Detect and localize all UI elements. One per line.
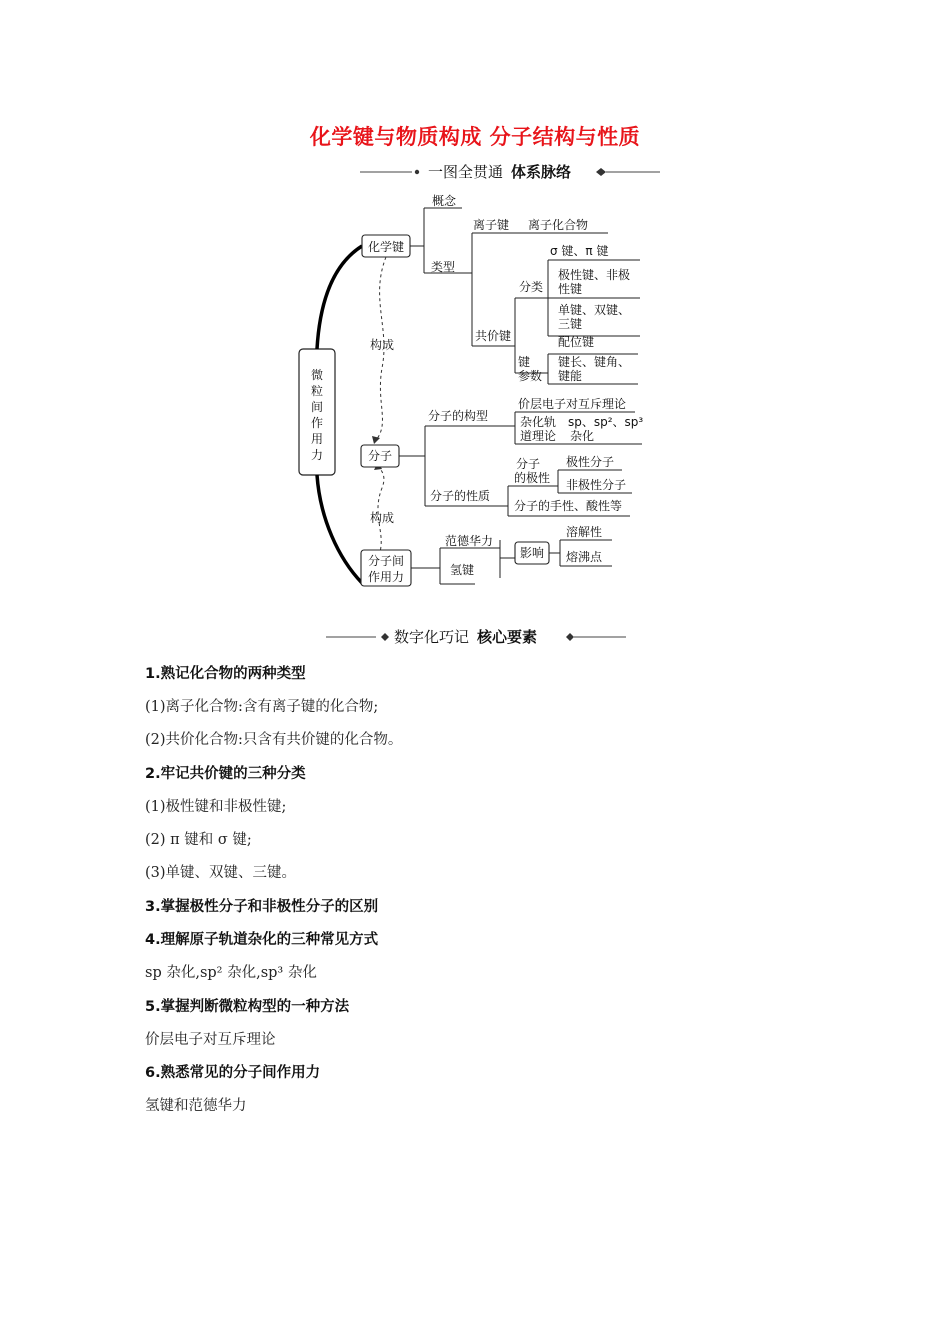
classify-label: 分类 xyxy=(519,280,544,294)
svg-text:粒: 粒 xyxy=(310,384,324,398)
svg-text:用: 用 xyxy=(310,432,324,446)
concept-map xyxy=(290,188,650,593)
mol-structure-label: 分子的构型 xyxy=(428,409,489,423)
concept-label: 概念 xyxy=(432,194,457,208)
svg-text:作: 作 xyxy=(310,416,324,430)
svg-text:键能: 键能 xyxy=(558,369,583,383)
svg-text:性键: 性键 xyxy=(558,282,583,296)
point-text: 氢键和范德华力 xyxy=(145,1098,247,1114)
svg-text:分子间: 分子间 xyxy=(367,554,405,568)
svg-text:sp、sp²、sp³: sp、sp²、sp³ xyxy=(568,415,644,429)
point-text: sp 杂化,sp² 杂化,sp³ 杂化 xyxy=(145,965,317,981)
svg-text:键长、键角、: 键长、键角、 xyxy=(558,355,631,369)
point-heading: 6.熟悉常见的分子间作用力 xyxy=(145,1065,321,1081)
molecule-label: 分子 xyxy=(367,449,393,463)
melting-label: 熔沸点 xyxy=(566,550,603,564)
point-text: 价层电子对互斥理论 xyxy=(145,1032,276,1048)
types-label: 类型 xyxy=(431,260,456,274)
svg-text:极性键、非极: 极性键、非极 xyxy=(558,268,631,282)
point-heading: 2.牢记共价键的三种分类 xyxy=(145,766,306,782)
nonpolar-molecule-label: 非极性分子 xyxy=(566,478,627,492)
point-text: (2)共价化合物:只含有共价键的化合物。 xyxy=(145,732,403,748)
point-heading: 5.掌握判断微粒构型的一种方法 xyxy=(145,999,350,1015)
point-text: (2) π 键和 σ 键; xyxy=(145,832,252,848)
page-title: 化学键与物质构成 分子结构与性质 xyxy=(309,125,641,149)
point-text: (1)离子化合物:含有离子键的化合物; xyxy=(145,699,379,715)
covalent-bond-label: 共价键 xyxy=(475,329,512,343)
influence-label: 影响 xyxy=(519,546,545,560)
svg-text:力: 力 xyxy=(310,448,324,462)
section-header-1: 一图全贯通 体系脉络 xyxy=(428,163,572,181)
solubility-label: 溶解性 xyxy=(566,525,603,539)
chirality-label: 分子的手性、酸性等 xyxy=(514,499,623,513)
svg-text:间: 间 xyxy=(310,400,324,414)
point-heading: 1.熟记化合物的两种类型 xyxy=(145,666,306,682)
ionic-bond-label: 离子键 xyxy=(473,218,510,232)
svg-text:杂化: 杂化 xyxy=(570,429,595,443)
ionic-compound-label: 离子化合物 xyxy=(528,218,589,232)
svg-text:键: 键 xyxy=(518,355,531,369)
polar-molecule-label: 极性分子 xyxy=(566,455,615,469)
svg-text:微: 微 xyxy=(310,368,324,382)
point-heading: 3.掌握极性分子和非极性分子的区别 xyxy=(145,899,379,915)
chemical-bond-label: 化学键 xyxy=(367,240,405,254)
point-text: (3)单键、双键、三键。 xyxy=(145,865,297,881)
svg-text:道理论: 道理论 xyxy=(520,429,557,443)
svg-text:三键: 三键 xyxy=(558,317,583,331)
vsepr-label: 价层电子对互斥理论 xyxy=(518,397,627,411)
point-heading: 4.理解原子轨道杂化的三种常见方式 xyxy=(145,932,379,948)
root-text xyxy=(311,367,323,462)
point-text: (1)极性键和非极性键; xyxy=(145,799,287,815)
svg-text:的极性: 的极性 xyxy=(514,471,551,485)
compose-label-1: 构成 xyxy=(370,338,395,352)
vdw-label: 范德华力 xyxy=(445,534,494,548)
svg-text:作用力: 作用力 xyxy=(367,570,405,584)
svg-text:杂化轨: 杂化轨 xyxy=(520,415,557,429)
coordinate-bond-label: 配位键 xyxy=(558,335,595,349)
svg-text:参数: 参数 xyxy=(518,369,543,383)
svg-text:分子: 分子 xyxy=(516,457,541,471)
svg-text:单键、双键、: 单键、双键、 xyxy=(558,303,631,317)
sigma-pi-label: σ 键、π 键 xyxy=(550,244,609,258)
hbond-label: 氢键 xyxy=(450,563,475,577)
section-header-2: 数字化巧记 核心要素 xyxy=(394,628,538,646)
compose-label-2: 构成 xyxy=(370,511,395,525)
mol-property-label: 分子的性质 xyxy=(430,489,491,503)
